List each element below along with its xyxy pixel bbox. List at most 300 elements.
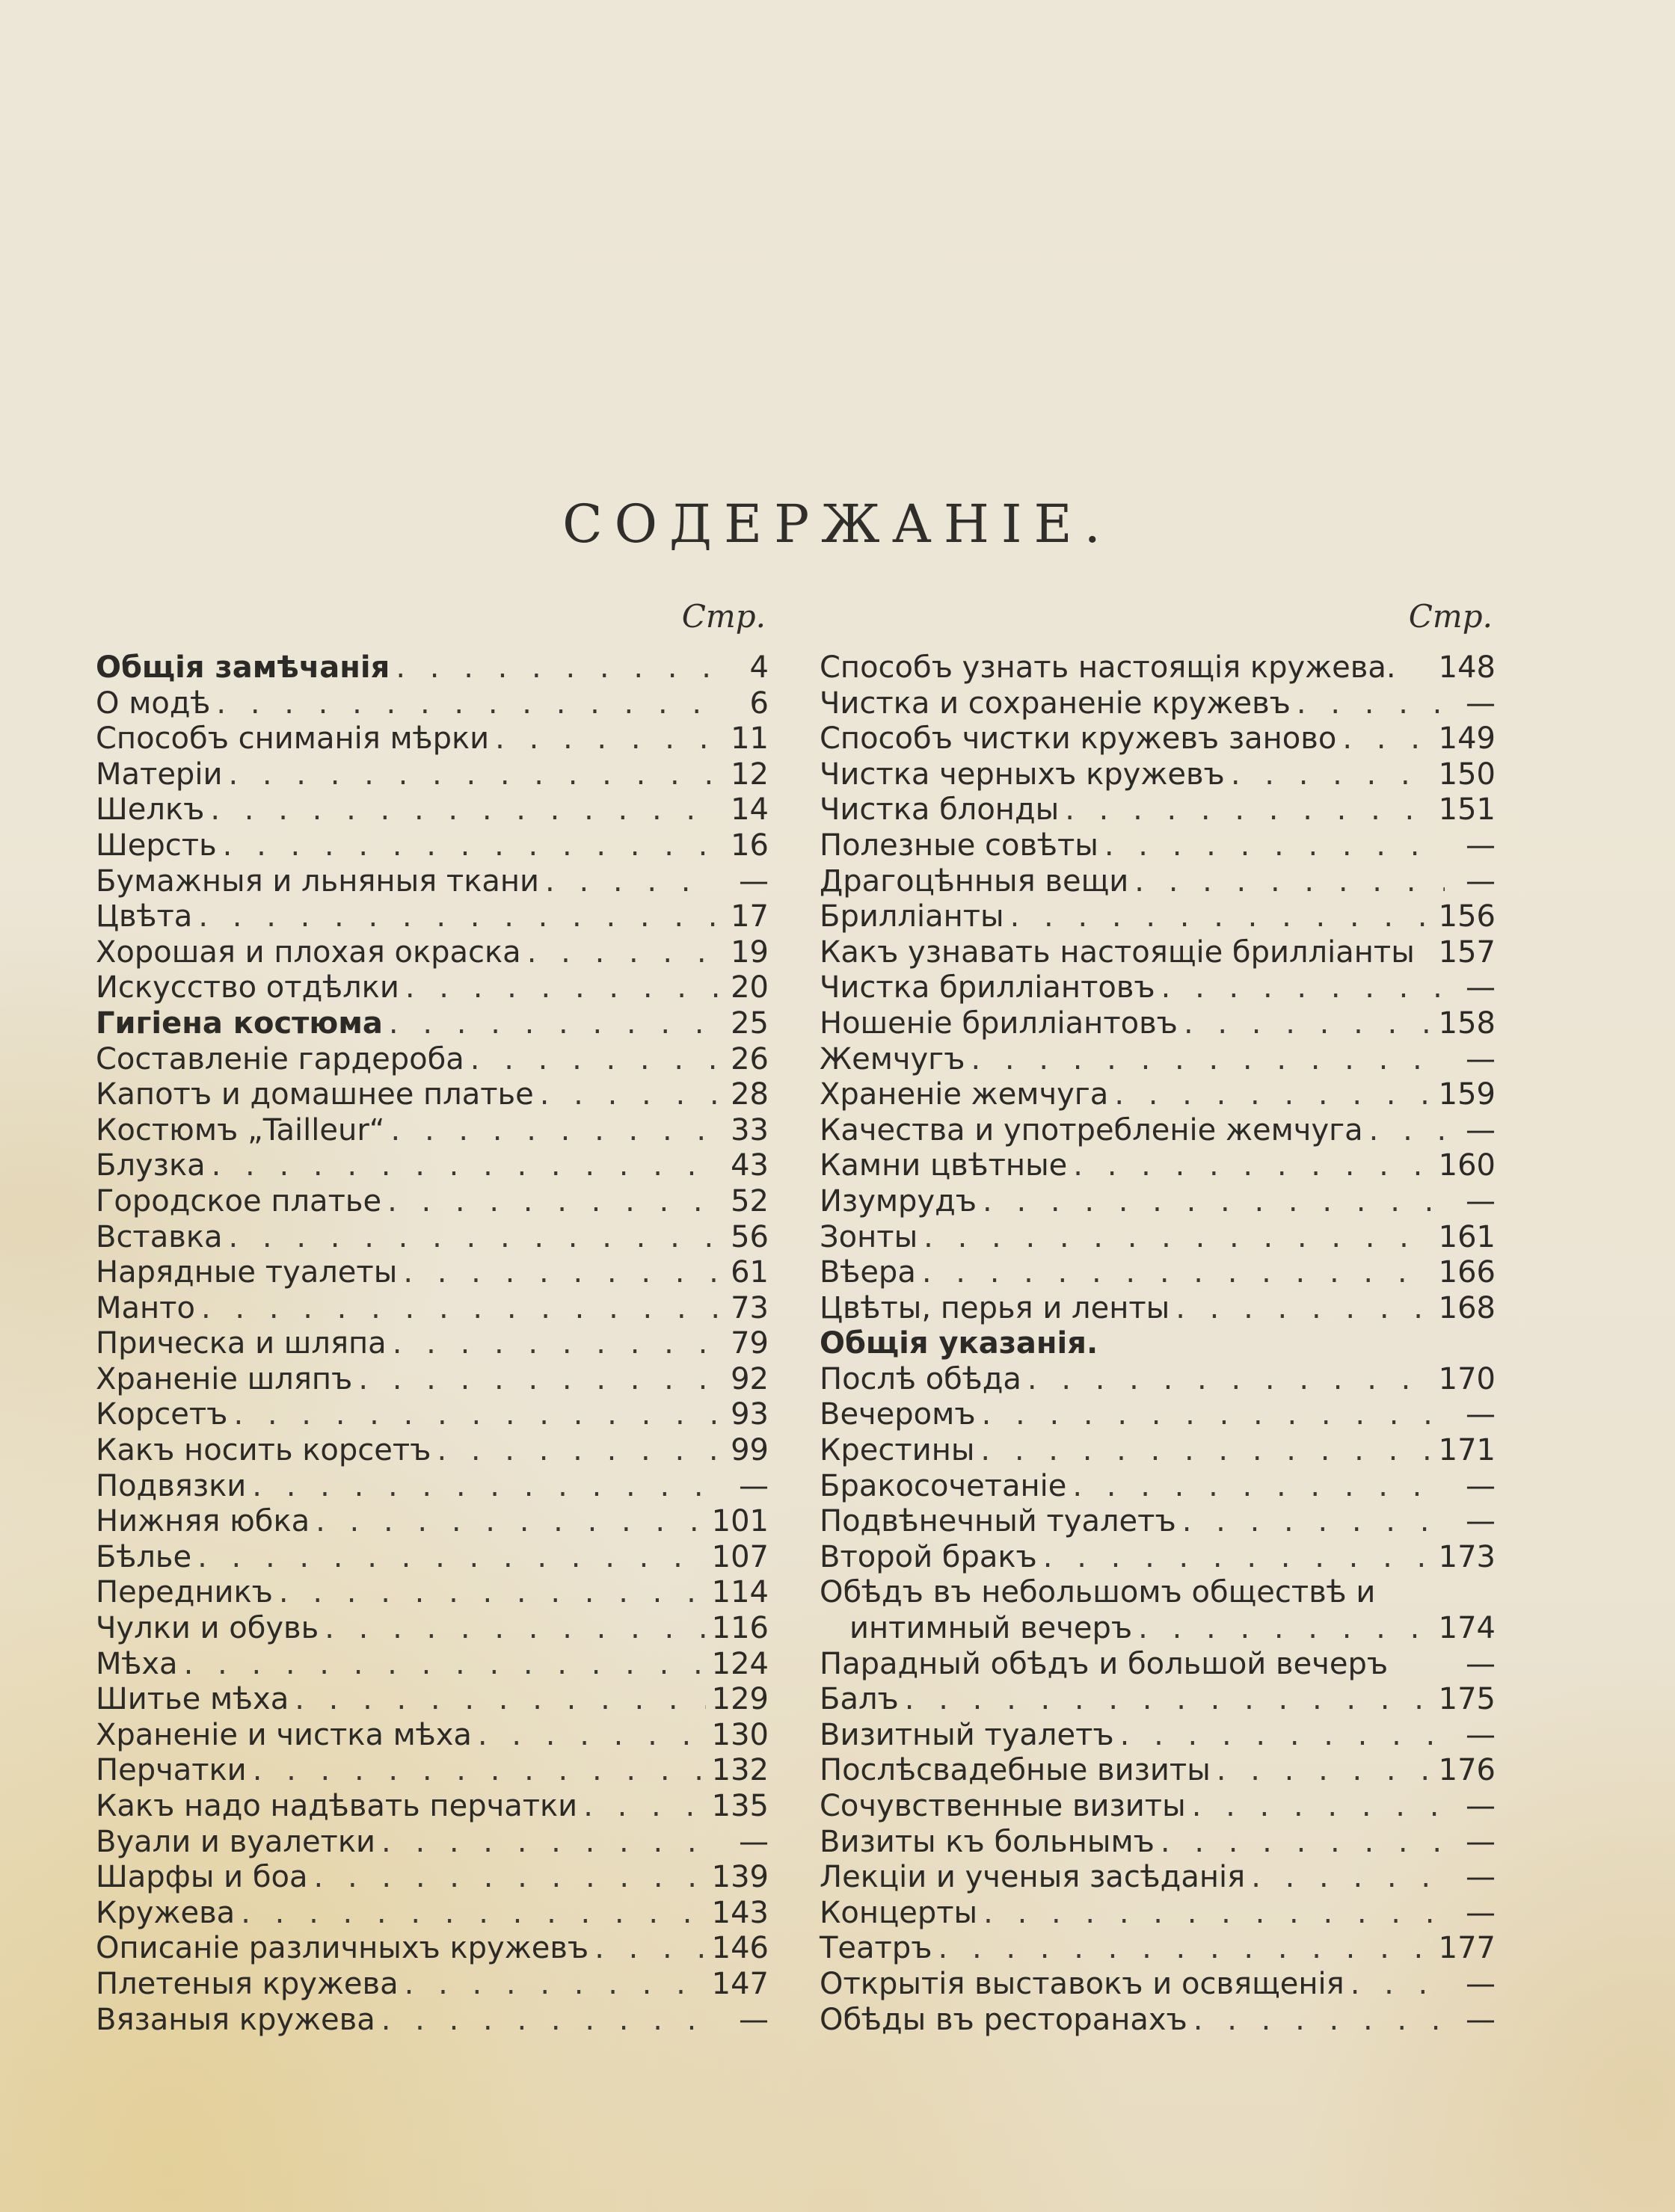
toc-entry-label: Визитный туалетъ xyxy=(820,1717,1114,1752)
toc-entry-label: Изумрудъ xyxy=(820,1183,977,1219)
toc-entry-page: 14 xyxy=(731,792,769,828)
toc-entry xyxy=(820,1967,1496,2003)
toc-entry xyxy=(820,1540,1496,1576)
toc-entry-page: 12 xyxy=(731,757,769,792)
toc-entry-page: 101 xyxy=(711,1504,769,1539)
toc-entry xyxy=(820,1753,1496,1789)
toc-entry-label: Крестины xyxy=(820,1433,975,1468)
toc-entry-label: Вуали и вуалетки xyxy=(96,1824,376,1859)
toc-entry-label: Вечеромъ xyxy=(820,1397,976,1432)
toc-entry xyxy=(820,1184,1496,1220)
toc-entry-label: Брилліанты xyxy=(820,899,1004,934)
leader-dots xyxy=(184,1647,706,1683)
toc-entry-page: 107 xyxy=(711,1539,769,1574)
leader-dots xyxy=(478,1718,706,1754)
leader-dots xyxy=(405,1967,706,2003)
toc-entry-label: Бумажныя и льняныя ткани xyxy=(96,863,540,899)
toc-entry-page: 16 xyxy=(731,828,769,863)
toc-entry-label: Чистка и сохраненіе кружевъ xyxy=(820,686,1291,721)
toc-entry xyxy=(96,1753,769,1789)
leader-dots xyxy=(241,1896,705,1932)
toc-entry-page: — xyxy=(739,863,769,899)
toc-entry-page: 19 xyxy=(731,934,769,970)
toc-entry-label: Бракосочетаніе xyxy=(820,1468,1067,1503)
toc-entry-page: — xyxy=(1466,1824,1496,1859)
toc-entry-label: Искусство отдѣлки xyxy=(96,970,399,1005)
toc-entry-page: 171 xyxy=(1438,1433,1496,1468)
toc-entry-label: Костюмъ „Tailleur“ xyxy=(96,1112,385,1147)
leader-dots xyxy=(1251,1860,1445,1896)
toc-entry xyxy=(820,1397,1496,1433)
toc-section-heading xyxy=(820,1326,1496,1362)
toc-entry-label: Шитье мѣха xyxy=(96,1682,289,1717)
toc-entry-label: Открытія выставокъ и освященія xyxy=(820,1966,1344,2001)
toc-entry-page: 20 xyxy=(731,970,769,1005)
toc-entry-label: Чистка брилліантовъ xyxy=(820,970,1155,1005)
toc-entry-page: 146 xyxy=(711,1931,769,1966)
toc-entry-page: — xyxy=(1466,1468,1496,1503)
toc-entry-page: 150 xyxy=(1438,757,1496,792)
toc-entry xyxy=(820,1042,1496,1078)
leader-dots xyxy=(393,1326,718,1362)
toc-entry-label: интимный вечеръ xyxy=(849,1611,1133,1646)
toc-entry-label: Лекціи и ученыя засѣданія xyxy=(820,1860,1246,1895)
toc-entry-label: Способъ чистки кружевъ заново xyxy=(820,721,1337,757)
toc-entry xyxy=(96,1113,769,1149)
toc-entry-label: Составленіе гардероба xyxy=(96,1041,464,1076)
toc-entry xyxy=(820,1362,1496,1398)
leader-dots xyxy=(228,757,718,793)
toc-entry-page: — xyxy=(1466,686,1496,721)
toc-entry xyxy=(820,1575,1496,1611)
toc-entry-page: 158 xyxy=(1438,1005,1496,1041)
toc-entry xyxy=(96,1540,769,1576)
toc-entry-page: 92 xyxy=(731,1361,769,1396)
toc-entry xyxy=(820,1113,1496,1149)
leader-dots xyxy=(389,1006,718,1042)
toc-entry xyxy=(96,1718,769,1754)
toc-entry xyxy=(96,1575,769,1611)
toc-entry-page: 130 xyxy=(711,1717,769,1752)
toc-entry-label: Передникъ xyxy=(96,1575,273,1610)
toc-entry-label: Камни цвѣтные xyxy=(820,1148,1068,1183)
leader-dots xyxy=(1184,1006,1433,1042)
toc-entry-label: Прическа и шляпа xyxy=(96,1326,387,1361)
leader-dots xyxy=(358,1362,718,1398)
toc-entry xyxy=(96,1326,769,1362)
leader-dots xyxy=(545,864,718,900)
toc-entry xyxy=(96,686,769,722)
toc-entry xyxy=(820,1647,1496,1683)
toc-entry-page: — xyxy=(1466,863,1496,899)
leader-dots xyxy=(1231,757,1433,793)
toc-entry xyxy=(96,1647,769,1683)
toc-entry-page: — xyxy=(1466,2002,1496,2037)
toc-entry-page: 151 xyxy=(1438,792,1496,828)
leader-dots xyxy=(1138,1611,1432,1647)
toc-entry-label: Обѣдъ въ небольшомъ обществѣ и xyxy=(820,1575,1376,1610)
toc-entry xyxy=(96,1789,769,1825)
toc-entry-label: Описаніе различныхъ кружевъ xyxy=(96,1931,589,1966)
toc-entry-page: 124 xyxy=(711,1646,769,1681)
toc-entry-page: 17 xyxy=(731,899,769,934)
toc-entry xyxy=(820,1860,1496,1896)
toc-entry-label: Храненіе шляпъ xyxy=(96,1361,353,1396)
toc-entry-page: 4 xyxy=(749,650,769,685)
leader-dots xyxy=(470,1042,718,1078)
toc-entry-label: Капотъ и домашнее платье xyxy=(96,1077,534,1112)
toc-entry-page: 170 xyxy=(1438,1361,1496,1396)
leader-dots xyxy=(223,828,718,864)
leader-dots xyxy=(1120,1718,1445,1754)
toc-entry-page: 25 xyxy=(731,1005,769,1041)
toc-entry-label: Послѣсвадебные визиты xyxy=(820,1753,1211,1788)
toc-entry-label: Гигіена костюма xyxy=(96,1005,383,1041)
leader-dots xyxy=(1072,1469,1445,1505)
toc-entry-label: Храненіе и чистка мѣха xyxy=(96,1717,472,1752)
leader-dots xyxy=(1114,1077,1432,1113)
toc-entry-label: Шарфы и боа xyxy=(96,1860,308,1895)
toc-entry xyxy=(96,1291,769,1327)
toc-entry-page: 52 xyxy=(731,1183,769,1219)
toc-entry xyxy=(820,1291,1496,1327)
leader-dots xyxy=(253,1753,706,1789)
toc-entry-label: Цвѣта xyxy=(96,899,193,934)
toc-entry-label: Перчатки xyxy=(96,1753,247,1788)
toc-entry-label: Нижняя юбка xyxy=(96,1504,310,1539)
leader-dots xyxy=(1073,1148,1432,1184)
toc-column-right xyxy=(820,598,1496,2038)
toc-entry-page: — xyxy=(1466,828,1496,863)
leader-dots xyxy=(405,970,718,1006)
toc-entry-label: Способъ узнать настоящія кружева. xyxy=(820,650,1396,685)
toc-entry-label: Какъ надо надѣвать перчатки xyxy=(96,1789,578,1823)
leader-dots xyxy=(1175,1291,1432,1327)
leader-dots xyxy=(983,1184,1445,1220)
leader-dots xyxy=(1043,1540,1433,1576)
leader-dots xyxy=(381,1825,718,1861)
leader-dots xyxy=(1134,864,1445,900)
toc-entry-label: Корсетъ xyxy=(96,1397,228,1432)
leader-dots xyxy=(923,1220,1432,1256)
toc-entry-label: Блузка xyxy=(96,1148,206,1183)
leader-dots xyxy=(279,1575,706,1611)
toc-entry-page: 129 xyxy=(711,1682,769,1717)
toc-entry-label: Чистка черныхъ кружевъ xyxy=(820,757,1225,792)
toc-entry-label: Городское платье xyxy=(96,1183,382,1219)
leader-dots xyxy=(527,935,718,971)
toc-entry-page: 161 xyxy=(1438,1219,1496,1254)
toc-entry-label: Шелкъ xyxy=(96,792,205,828)
toc-entry-label: Ношеніе брилліантовъ xyxy=(820,1005,1178,1041)
toc-entry xyxy=(820,1896,1496,1932)
toc-entry-page: 176 xyxy=(1438,1753,1496,1788)
leader-dots xyxy=(1192,1789,1445,1825)
leader-dots xyxy=(1350,1967,1445,2003)
toc-entry-page: 174 xyxy=(1438,1611,1496,1646)
toc-entry-page: 79 xyxy=(731,1326,769,1361)
toc-entry-page: — xyxy=(1466,1646,1496,1681)
toc-entry-label: Жемчугъ xyxy=(820,1041,965,1076)
toc-entry-page: 156 xyxy=(1438,899,1496,934)
leader-dots xyxy=(233,1397,718,1433)
toc-entry-page: 135 xyxy=(711,1789,769,1823)
toc-entry xyxy=(820,1433,1496,1469)
leader-dots xyxy=(316,1504,706,1540)
toc-entry xyxy=(820,1077,1496,1113)
toc-entry-label: Храненіе жемчуга xyxy=(820,1077,1109,1112)
toc-entry-page: 116 xyxy=(711,1611,769,1646)
leader-dots xyxy=(1369,1113,1445,1149)
toc-entry xyxy=(820,650,1496,686)
toc-entry xyxy=(820,970,1496,1006)
toc-entry-label: Способъ сниманія мѣрки xyxy=(96,721,490,757)
toc-entry-label: Мѣха xyxy=(96,1646,178,1681)
toc-entry-label: Общія замѣчанія xyxy=(96,650,390,685)
toc-entry xyxy=(96,1825,769,1861)
toc-entry-label: Кружева xyxy=(96,1895,236,1930)
toc-entry-label: Драгоцѣнныя вещи xyxy=(820,863,1129,899)
toc-entry-page: 175 xyxy=(1438,1682,1496,1717)
page-column-header: Стр. xyxy=(681,598,766,635)
leader-dots xyxy=(197,1540,706,1576)
toc-entry xyxy=(820,1682,1496,1718)
leader-dots xyxy=(1297,686,1445,722)
toc-entry-page: — xyxy=(1466,1112,1496,1147)
toc-entry xyxy=(820,686,1496,722)
leader-dots xyxy=(583,1789,705,1825)
toc-entry-label: Театръ xyxy=(820,1931,932,1966)
toc-entry xyxy=(820,864,1496,900)
toc-entry xyxy=(96,1220,769,1256)
toc-entry xyxy=(820,2003,1496,2039)
toc-entry-page: — xyxy=(739,1824,769,1859)
toc-entry-label: Какъ узнавать настоящіе брилліанты xyxy=(820,934,1415,970)
toc-entry xyxy=(820,721,1496,757)
toc-entry xyxy=(96,1896,769,1932)
leader-dots xyxy=(594,1931,705,1967)
toc-entry-label: Бѣлье xyxy=(96,1539,192,1574)
toc-entry-label: Чистка блонды xyxy=(820,792,1060,828)
toc-entry xyxy=(820,757,1496,793)
toc-entry-label: О модѣ xyxy=(96,686,211,721)
toc-entry-label: Манто xyxy=(96,1290,195,1325)
toc-entry xyxy=(820,1006,1496,1042)
leader-dots xyxy=(495,721,718,757)
toc-entry xyxy=(820,935,1496,971)
leader-dots xyxy=(982,1397,1445,1433)
toc-entry xyxy=(820,1718,1496,1754)
toc-entry-page: 99 xyxy=(731,1433,769,1468)
toc-entry-label: Полезные совѣты xyxy=(820,828,1098,863)
leader-dots xyxy=(1027,1362,1433,1398)
toc-entry-label: Парадный обѣдъ и большой вечеръ xyxy=(820,1646,1389,1681)
toc-entry-page: 33 xyxy=(731,1112,769,1147)
toc-entry xyxy=(96,1006,769,1042)
toc-entry xyxy=(820,1148,1496,1184)
leader-dots xyxy=(980,1433,1432,1469)
toc-entry xyxy=(96,1860,769,1896)
toc-entry xyxy=(96,1967,769,2003)
toc-entry xyxy=(96,1931,769,1967)
toc-entry-label: Общія указанія. xyxy=(820,1326,1098,1361)
toc-entry-label: Обѣды въ ресторанахъ xyxy=(820,2002,1187,2037)
toc-entry-page: 148 xyxy=(1438,650,1496,685)
leader-dots xyxy=(1161,1825,1445,1861)
toc-entry xyxy=(96,1148,769,1184)
toc-entry xyxy=(96,1077,769,1113)
toc-entry-label: Матеріи xyxy=(96,757,223,792)
toc-entry-page: 6 xyxy=(749,686,769,721)
toc-entry-label: Послѣ обѣда xyxy=(820,1361,1021,1396)
toc-entry xyxy=(820,1789,1496,1825)
toc-entry xyxy=(96,828,769,864)
toc-entry-page: — xyxy=(1466,1041,1496,1076)
page-title: СОДЕРЖАНІЕ. xyxy=(562,493,1113,555)
toc-entry-page: — xyxy=(1466,1789,1496,1823)
page-column-header: Стр. xyxy=(1408,598,1493,635)
leader-dots xyxy=(938,1931,1433,1967)
leader-dots xyxy=(1182,1504,1445,1540)
toc-entry-page: — xyxy=(739,2002,769,2037)
toc-entry-page: 143 xyxy=(711,1895,769,1930)
toc-entry-label: Нарядные туалеты xyxy=(96,1255,398,1290)
leader-dots xyxy=(1065,792,1432,828)
toc-entry xyxy=(96,1682,769,1718)
leader-dots xyxy=(1342,721,1432,757)
toc-entry-label: Плетеныя кружева xyxy=(96,1966,399,2001)
toc-entry-page: 149 xyxy=(1438,721,1496,757)
toc-entry-label: Визиты къ больнымъ xyxy=(820,1824,1155,1859)
toc-entry xyxy=(820,1931,1496,1967)
toc-entry xyxy=(96,1397,769,1433)
toc-entry xyxy=(820,899,1496,935)
toc-list-right xyxy=(820,650,1496,2038)
leader-dots xyxy=(1010,899,1433,935)
toc-entry-label: Второй бракъ xyxy=(820,1539,1037,1574)
toc-entry xyxy=(96,1433,769,1469)
leader-dots xyxy=(983,1896,1445,1932)
leader-dots xyxy=(391,1113,718,1149)
leader-dots xyxy=(216,686,718,722)
leader-dots xyxy=(922,1255,1433,1291)
toc-column-left xyxy=(96,598,769,2038)
toc-entry-label: Сочувственные визиты xyxy=(820,1789,1186,1823)
toc-entry-page: — xyxy=(1466,1183,1496,1219)
toc-entry-page: 28 xyxy=(731,1077,769,1112)
toc-entry xyxy=(820,1220,1496,1256)
leader-dots xyxy=(387,1184,718,1220)
leader-dots xyxy=(396,650,718,686)
toc-entry-page: 147 xyxy=(711,1966,769,2001)
toc-entry-label: Зонты xyxy=(820,1219,918,1254)
toc-entry-page: 26 xyxy=(731,1041,769,1076)
toc-entry-page: — xyxy=(1466,1717,1496,1752)
toc-entry xyxy=(96,935,769,971)
toc-entry-page: 168 xyxy=(1438,1290,1496,1325)
leader-dots xyxy=(210,792,718,828)
leader-dots xyxy=(212,1148,718,1184)
toc-entry xyxy=(96,1184,769,1220)
toc-entry-label: Вязаныя кружева xyxy=(96,2002,375,2037)
toc-entry-page: 160 xyxy=(1438,1148,1496,1183)
toc-entry xyxy=(820,792,1496,828)
leader-dots xyxy=(971,1042,1445,1078)
leader-dots xyxy=(437,1433,718,1469)
toc-entry-page: 56 xyxy=(731,1219,769,1254)
toc-entry xyxy=(96,1255,769,1291)
toc-entry-page: 139 xyxy=(711,1860,769,1895)
toc-entry xyxy=(820,1611,1496,1647)
toc-entry-page: 93 xyxy=(731,1397,769,1432)
toc-entry xyxy=(820,1504,1496,1540)
toc-entry xyxy=(96,1504,769,1540)
toc-entry-page: 177 xyxy=(1438,1931,1496,1966)
leader-dots xyxy=(1161,970,1445,1006)
toc-entry-label: Концерты xyxy=(820,1895,978,1930)
toc-entry-label: Вставка xyxy=(96,1219,223,1254)
toc-entry xyxy=(820,828,1496,864)
leader-dots xyxy=(295,1682,705,1718)
toc-list-left xyxy=(96,650,769,2038)
leader-dots xyxy=(325,1611,705,1647)
toc-entry xyxy=(96,1042,769,1078)
toc-entry-label: Вѣера xyxy=(820,1255,916,1290)
toc-entry-page: 166 xyxy=(1438,1255,1496,1290)
toc-entry-label: Подвязки xyxy=(96,1468,247,1503)
toc-entry-label: Какъ носить корсетъ xyxy=(96,1433,431,1468)
leader-dots xyxy=(314,1860,706,1896)
toc-entry-page: 114 xyxy=(711,1575,769,1610)
toc-entry-label: Шерсть xyxy=(96,828,217,863)
toc-entry-page: 157 xyxy=(1438,934,1496,970)
toc-entry-page: 73 xyxy=(731,1290,769,1325)
toc-entry-page: 173 xyxy=(1438,1539,1496,1574)
toc-entry-page: — xyxy=(1466,970,1496,1005)
toc-entry xyxy=(96,899,769,935)
toc-entry xyxy=(96,792,769,828)
toc-entry-label: Качества и употребленіе жемчуга xyxy=(820,1112,1363,1147)
toc-entry xyxy=(96,864,769,900)
toc-entry xyxy=(96,1362,769,1398)
leader-dots xyxy=(252,1469,718,1505)
toc-entry xyxy=(820,1825,1496,1861)
toc-entry-page: 11 xyxy=(731,721,769,757)
toc-entry xyxy=(96,650,769,686)
leader-dots xyxy=(1217,1753,1433,1789)
toc-entry xyxy=(96,2003,769,2039)
toc-entry-page: 61 xyxy=(731,1255,769,1290)
toc-entry-page: — xyxy=(1466,1895,1496,1930)
leader-dots xyxy=(381,2003,718,2039)
toc-entry-page: — xyxy=(739,1468,769,1503)
leader-dots xyxy=(198,899,718,935)
toc-entry-page: 159 xyxy=(1438,1077,1496,1112)
toc-entry xyxy=(96,1469,769,1505)
leader-dots xyxy=(229,1220,719,1256)
leader-dots xyxy=(403,1255,718,1291)
toc-entry-page: — xyxy=(1466,1966,1496,2001)
leader-dots xyxy=(540,1077,718,1113)
leader-dots xyxy=(1104,828,1445,864)
toc-entry-label: Чулки и обувь xyxy=(96,1611,319,1646)
toc-entry-page: — xyxy=(1466,1397,1496,1432)
toc-entry xyxy=(96,1611,769,1647)
toc-entry-page: — xyxy=(1466,1860,1496,1895)
toc-entry xyxy=(96,757,769,793)
toc-entry xyxy=(96,970,769,1006)
leader-dots xyxy=(905,1682,1433,1718)
